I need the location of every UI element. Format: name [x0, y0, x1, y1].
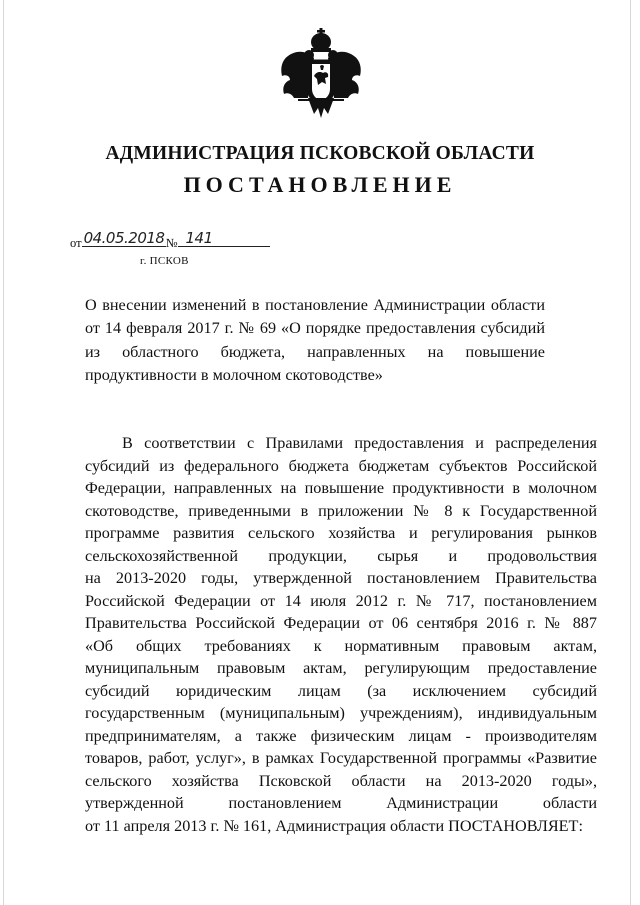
body-line: от 11 апреля 2013 г. № 161, Администрация области ПОСТАНОВЛЯЕТ:	[85, 816, 583, 835]
body-line: товаров, работ, услуг», в рамках Государственной программы «Развитие	[85, 749, 597, 767]
scan-edge-right	[630, 0, 631, 905]
subject-line: от 14 февраля 2017 г. № 69 «О порядке предоставления субсидий	[85, 319, 545, 338]
body-line: «Об общих требованиях к нормативным правовым актам,	[85, 636, 597, 655]
body-line: субсидий из федерального бюджета бюджетам субъектов Российской	[85, 456, 597, 475]
document-body	[85, 432, 597, 837]
city-label: г. ПСКОВ	[140, 255, 189, 267]
body-line: предпринимателям, а также физическим лицам - производителям	[85, 726, 597, 745]
body-line: на 2013-2020 годы, утвержденной постановлением Правительства	[85, 569, 597, 587]
body-line: сельского хозяйства Псковской области на 2013-2020 годы»,	[85, 771, 597, 790]
number-value: 141	[185, 229, 213, 247]
body-line: государственным (муниципальным) учреждениям), индивидуальным	[85, 704, 597, 722]
body-line: сельскохозяйственной продукции, сырья и продовольствия	[85, 546, 597, 565]
registration-line	[70, 229, 270, 251]
body-line: Российской Федерации от 14 июля 2012 г. № 717, постановлением	[85, 591, 597, 610]
date-field	[82, 229, 166, 247]
document-type-title: ПОСТАНОВЛЕНИЕ	[183, 172, 457, 197]
body-line: Правительства Российской Федерации от 06 сентября 2016 г. № 887	[85, 614, 597, 632]
body-line: В соответствии с Правилами предоставления и распределения	[122, 434, 597, 452]
number-prefix: №	[165, 236, 178, 250]
subject-line: О внесении изменений в постановление Администрации области	[85, 296, 545, 314]
body-line: утвержденной постановлением Администрации области	[85, 794, 597, 812]
subject-line: продуктивности в молочном скотоводстве»	[85, 365, 383, 384]
scan-edge-left	[3, 0, 4, 905]
document-subject	[85, 294, 545, 387]
coat-of-arms-icon	[278, 28, 364, 124]
date-value: 04.05.2018	[83, 229, 165, 247]
body-line: скотоводстве, приведенными в приложении № 8 к Государственной	[85, 501, 597, 520]
body-line: субсидий юридическим лицам (за исключением субсидий	[85, 681, 597, 700]
body-line: программе развития сельского хозяйства и регулирования рынков	[85, 524, 597, 542]
date-prefix: от	[70, 236, 82, 250]
number-field	[178, 229, 270, 247]
organization-title: АДМИНИСТРАЦИЯ ПСКОВСКОЙ ОБЛАСТИ	[105, 143, 535, 164]
body-line: муниципальным правовым актам, регулирующим предоставление	[85, 659, 597, 677]
subject-line: из областного бюджета, направленных на повышение	[85, 342, 545, 361]
body-line: Федерации, направленных на повышение продуктивности в молочном	[85, 479, 597, 497]
